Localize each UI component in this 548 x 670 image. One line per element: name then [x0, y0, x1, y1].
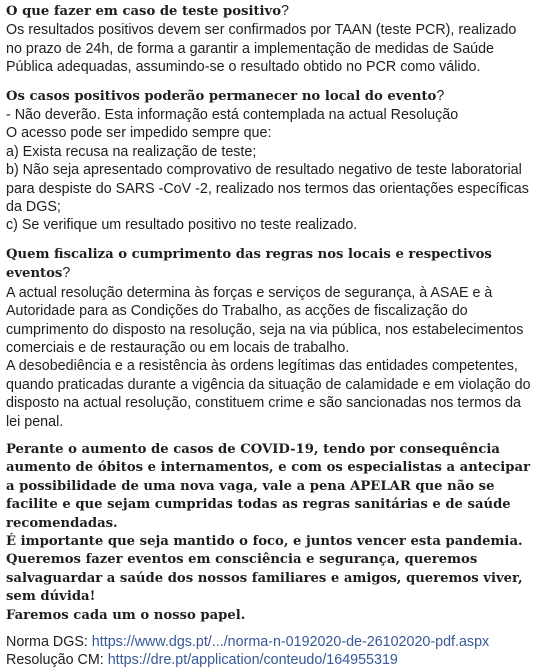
- list-item-b: b) Não seja apresentado comprovativo de resultado negativo de teste laboratorial para despiste do SARS -CoV -2, realizado nos termos das orientações específicas da DGS;: [6, 162, 529, 216]
- section-enforcement: [6, 245, 536, 431]
- heading-question-mark: ?: [281, 3, 289, 19]
- list-item-a: a) Exista recusa na realização de teste;: [6, 143, 257, 160]
- link-dgs[interactable]: https://www.dgs.pt/.../norma-n-0192020-de-26102020-pdf.aspx: [91, 634, 490, 650]
- heading-stay-at-event: [6, 87, 536, 106]
- label-dgs: Norma DGS:: [6, 634, 92, 650]
- link-cm[interactable]: https://dre.pt/application/conteudo/164955319: [107, 652, 398, 669]
- line-cm: [6, 651, 536, 669]
- line-access-denied: O acesso pode ser impedido sempre que:: [6, 125, 272, 142]
- paragraph-positive-test: Os resultados positivos devem ser confirmados por TAAN (teste PCR), realizado no prazo de 24h, de forma a garantir a implementação de medidas de Saúde Pública adequadas, assumindo-se o resultado obtido no PCR como válido.: [6, 22, 517, 76]
- list-item-c: c) Se verifique um resultado positivo no teste realizado.: [6, 217, 358, 234]
- heading-text: O que fazer em caso de teste positivo: [6, 4, 282, 19]
- paragraph-appeal: Perante o aumento de casos de COVID-19, tendo por consequência aumento de óbitos e internamentos, e com os especialistas a antecipar a possibilidade de uma nova vaga, vale a pena APELAR que não se facilite e que sejam cumpridas todas as regras sanitárias e de saúde recomendadas.: [6, 441, 531, 531]
- heading-text: Os casos positivos poderão permanecer no local do evento: [6, 88, 437, 104]
- heading-text: Quem fiscaliza o cumprimento das regras nos locais e respectivos eventos: [6, 246, 492, 282]
- paragraph-focus: É importante que seja mantido o foco, e juntos vencer esta pandemia.: [6, 533, 523, 549]
- paragraph-disobedience: A desobediência e a resistência às ordens legítimas das entidades competentes, quando praticadas durante a vigência da situação de calamidade e em violação do disposto na actual resolução, constituem crime e são sancionadas nos termos da lei penal.: [6, 358, 531, 430]
- heading-question-mark: ?: [436, 87, 445, 104]
- heading-positive-test: [6, 2, 536, 21]
- heading-question-mark: ?: [62, 265, 71, 282]
- label-cm: Resolução CM:: [6, 652, 108, 669]
- paragraph-role: Faremos cada um o nosso papel.: [6, 607, 246, 623]
- section-stay-at-event: [6, 87, 536, 235]
- heading-enforcement: [6, 245, 536, 284]
- line-answer: - Não deverão. Esta informação está contemplada na actual Resolução: [6, 107, 459, 124]
- line-dgs: [6, 633, 536, 651]
- section-appeal: [6, 441, 536, 625]
- paragraph-enforcement: A actual resolução determina às forças e serviços de segurança, à ASAE e à Autoridade para as Condições do Trabalho, as acções de fiscalização do cumprimento do disposto na resolução, seja na via pública, nos estabelecimentos comerciais e de restauração ou em locais de trabalho.: [6, 284, 524, 356]
- section-positive-test: [6, 2, 536, 77]
- paragraph-events: Queremos fazer eventos em consciência e segurança, queremos salvaguardar a saúde dos nossos familiares e amigos, queremos viver, sem dúvida!: [6, 552, 523, 605]
- section-links: [6, 633, 536, 670]
